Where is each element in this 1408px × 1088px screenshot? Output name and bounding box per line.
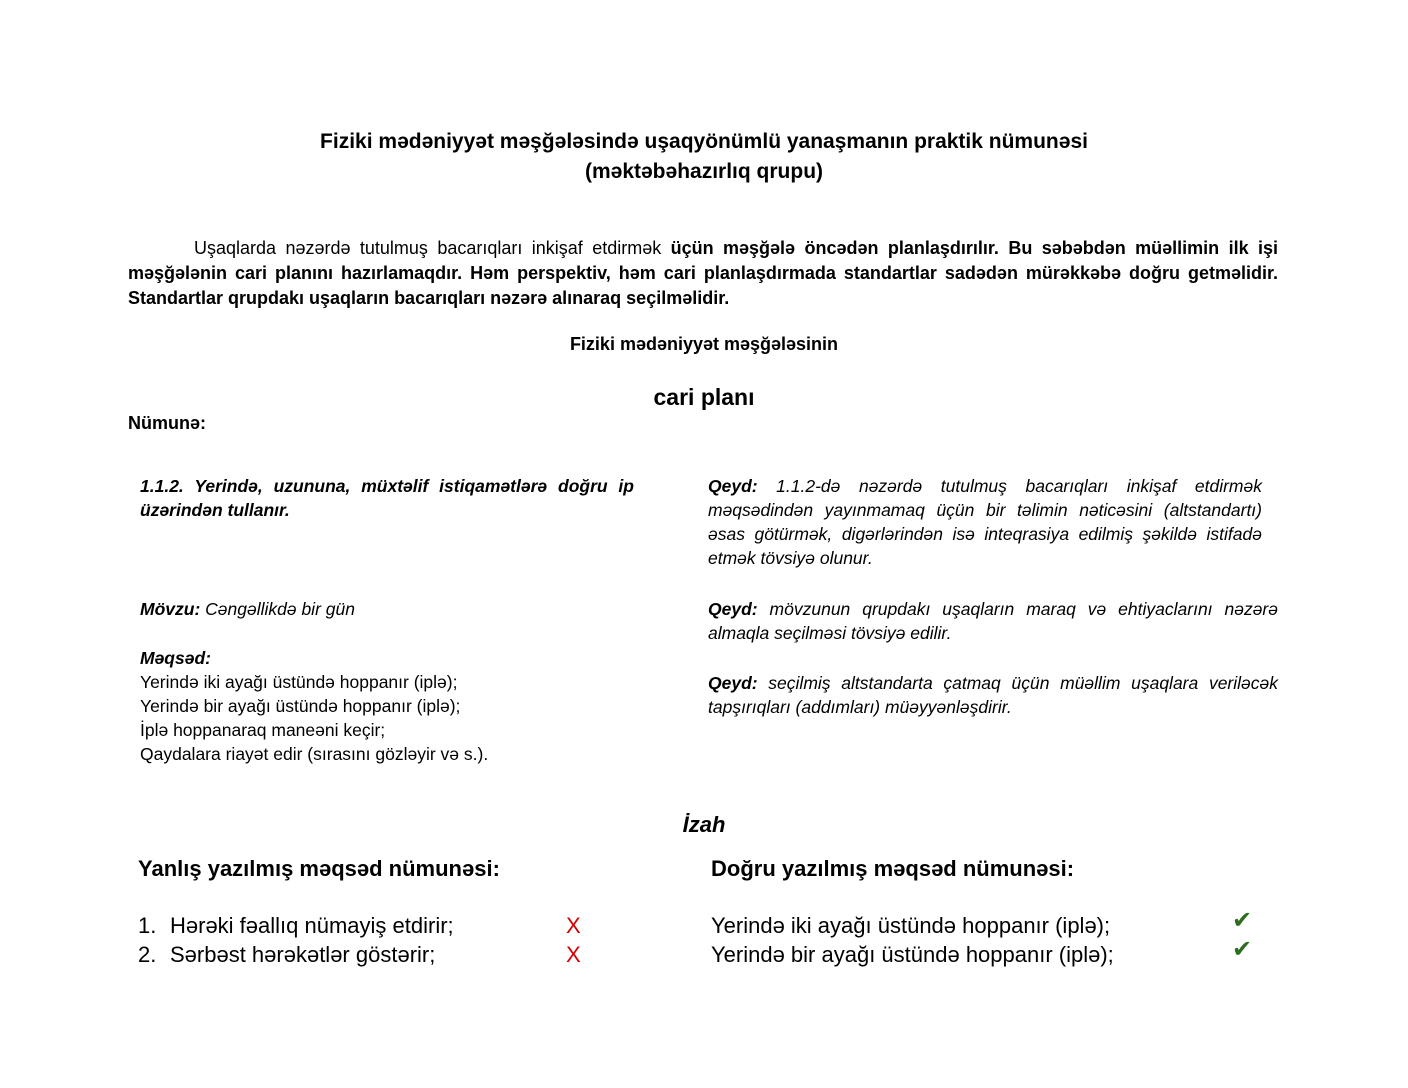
topic-label: Mövzu:: [140, 599, 201, 619]
note-block: [708, 671, 1278, 719]
goal-list: [140, 670, 634, 766]
note-block: [708, 597, 1278, 645]
plan-heading-sub: cari planı: [653, 384, 755, 410]
correct-item-text: Yerində bir ayağı üstündə hoppanır (iplə);: [711, 942, 1114, 967]
intro-text-part1: Uşaqlarda nəzərdə tutulmuş bacarıqları inkişaf etdirmək: [194, 238, 671, 258]
wrong-item-text: Hərəki fəallıq nümayiş etdirir;: [170, 913, 454, 938]
list-number: 2.: [138, 942, 157, 967]
wrong-mark-icon: X: [566, 942, 581, 967]
list-item: [138, 911, 156, 941]
page-subtitle: (məktəbəhazırlıq qrupu): [584, 160, 824, 183]
note-text: mövzunun qrupdakı uşaqların maraq və ehtiyaclarını nəzərə almaqla seçilməsi tövsiyə edilir.: [708, 599, 1278, 643]
goal-item: Yerində iki ayağı üstündə hoppanır (iplə);: [140, 672, 458, 692]
explanation-heading: İzah: [682, 812, 726, 837]
goal-label: Məqsəd:: [140, 648, 211, 668]
list-item: [138, 940, 156, 970]
correct-item-text: Yerində iki ayağı üstündə hoppanır (iplə);: [711, 913, 1111, 938]
note-label: Qeyd:: [708, 673, 758, 693]
goal-item: Yerində bir ayağı üstündə hoppanır (iplə);: [140, 696, 461, 716]
topic-value: Cəngəllikdə bir gün: [200, 599, 355, 619]
wrong-item-text: Sərbəst hərəkətlər göstərir;: [170, 942, 436, 967]
page-title: Fiziki mədəniyyət məşğələsində uşaqyönümlü yanaşmanın praktik nümunəsi: [320, 130, 1088, 153]
standard-text: 1.1.2. Yerində, uzununa, müxtəlif istiqamətlərə doğru ip üzərindən tullanır.: [140, 476, 634, 520]
correct-example-heading: Doğru yazılmış məqsəd nümunəsi:: [711, 856, 1075, 881]
intro-text-part2: üçün məşğələ öncədən planlaşdırılır. Bu səbəbdən müəllimin ilk işi məşğələnin cari planını hazırlamaqdır. Həm perspektiv, həm cari planlaşdırmada standartlar sadədən mürəkkəbə doğru getməlidir. Standartlar qrupdakı uşaqların bacarıqları nəzərə alınaraq seçilməlidir.: [128, 238, 1278, 308]
goal-item: İplə hoppanaraq maneəni keçir;: [140, 720, 386, 740]
note-text: 1.1.2-də nəzərdə tutulmuş bacarıqları inkişaf etdirmək məqsədindən yayınmamaq üçün bir təlimin nəticəsini (altstandartı) əsas götürmək, digərlərindən isə inteqrasiya edilmiş şəkildə istifadə etmək tövsiyə olunur.: [708, 476, 1262, 568]
list-number: 1.: [138, 913, 157, 938]
note-label: Qeyd:: [708, 599, 758, 619]
plan-heading: Fiziki mədəniyyət məşğələsinin: [569, 334, 839, 354]
wrong-mark-icon: X: [566, 913, 581, 938]
intro-paragraph: [128, 236, 1278, 311]
note-text: seçilmiş altstandarta çatmaq üçün müəllim uşaqlara veriləcək tapşırıqları (addımları) müəyyənləşdirir.: [708, 673, 1278, 717]
example-label: Nümunə:: [128, 413, 206, 433]
note-label: Qeyd:: [708, 476, 758, 496]
topic-line: [140, 597, 634, 621]
goal-item: Qaydalara riayət edir (sırasını gözləyir və s.).: [140, 744, 489, 764]
note-block: [708, 474, 1262, 570]
wrong-example-heading: Yanlış yazılmış məqsəd nümunəsi:: [138, 856, 500, 881]
checkmark-icon: ✔: [1232, 936, 1253, 963]
checkmark-icon: ✔: [1232, 907, 1253, 934]
